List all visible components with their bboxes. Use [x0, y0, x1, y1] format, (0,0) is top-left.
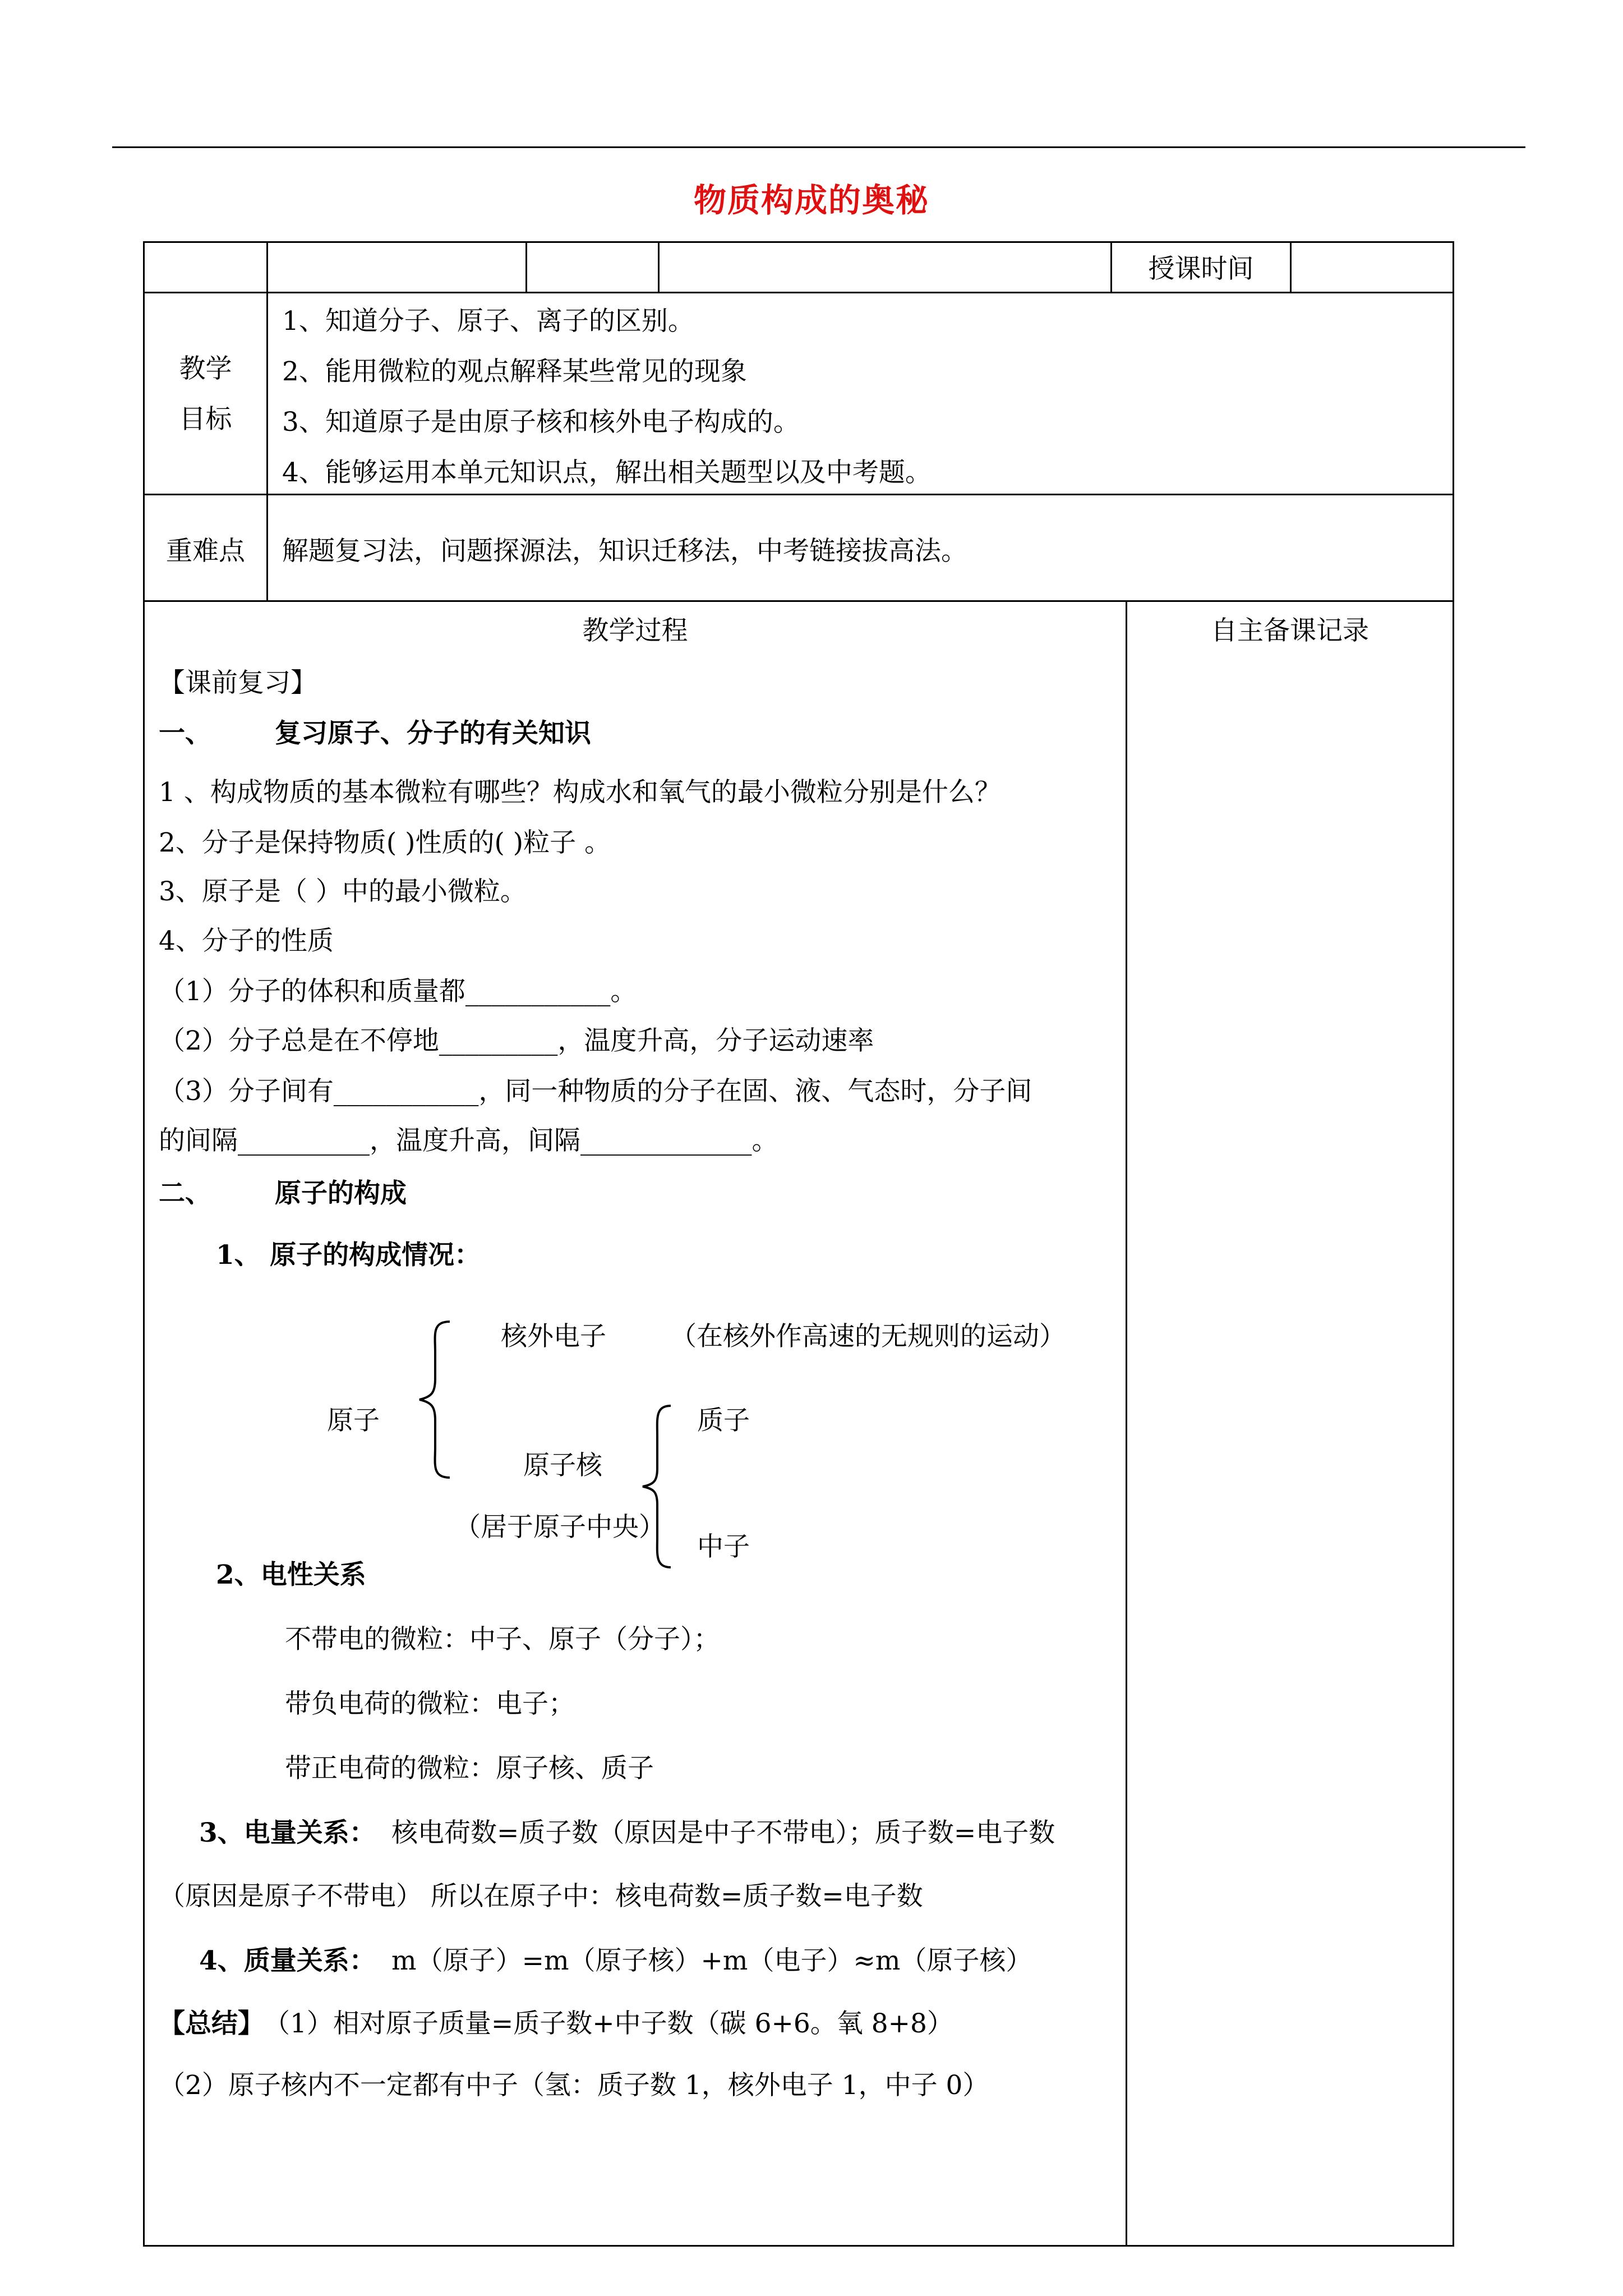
nucleus-note: （居于原子中央）: [454, 1512, 665, 1543]
top-rule: [112, 146, 1525, 148]
charge-line: 带正电荷的微粒：原子核、质子: [285, 1753, 654, 1784]
subsection-heading: 3、电量关系：: [199, 1818, 376, 1848]
objective-item: 2、能用微粒的观点解释某些常见的现象: [282, 356, 747, 387]
left-brace: [415, 1318, 465, 1481]
nucleus-label: 原子核: [523, 1450, 602, 1481]
summary-line: （1）相对原子质量=质子数+中子数（碳 6+6。氧 8+8）: [264, 2008, 953, 2039]
table-rule: [143, 292, 1454, 293]
electron-label: 核外电子: [501, 1321, 606, 1352]
question: 2、分子是保持物质( )性质的( )粒子 。: [159, 827, 611, 858]
key-points-text: 解题复习法，问题探源法，知识迁移法，中考链接拔高法。: [282, 536, 967, 567]
objective-item: 4、能够运用本单元知识点，解出相关题型以及中考题。: [282, 457, 932, 488]
question: 3、原子是（ ）中的最小微粒。: [159, 876, 527, 907]
class-time-label: 授课时间: [1148, 254, 1254, 284]
charge-line: 带负电荷的微粒：电子；: [285, 1688, 575, 1719]
subsection-heading: 4、质量关系：: [199, 1945, 376, 1976]
table-rule: [658, 241, 660, 293]
question: 的间隔__________，温度升高，间隔_____________。: [159, 1125, 778, 1156]
table-border-right: [1453, 241, 1454, 2247]
table-rule: [143, 494, 1454, 495]
summary-tag: 【总结】: [159, 2008, 264, 2039]
question: 1 、构成物质的基本微粒有哪些？构成水和氧气的最小微粒分别是什么？: [159, 777, 1001, 808]
objective-item: 3、知道原子是由原子核和核外电子构成的。: [282, 407, 800, 438]
objective-item: 1、知道分子、原子、离子的区别。: [282, 306, 694, 337]
objectives-label: 教学: [179, 353, 232, 384]
subsection-heading: 1、 原子的构成情况：: [216, 1240, 481, 1271]
atom-label: 原子: [327, 1405, 380, 1436]
review-tag: 【课前复习】: [159, 668, 317, 698]
table-rule: [266, 241, 268, 602]
section-number: 二、: [159, 1178, 211, 1209]
mass-line: m（原子）=m（原子核）+m（电子）≈m（原子核）: [391, 1945, 1032, 1976]
section-title: 原子的构成: [275, 1178, 407, 1209]
question: （1）分子的体积和质量都___________。: [159, 976, 637, 1007]
question: 4、分子的性质: [159, 926, 334, 956]
right-brace: [639, 1402, 679, 1571]
table-rule: [1290, 241, 1292, 293]
page-title: 物质构成的奥秘: [693, 181, 929, 219]
electron-note: （在核外作高速的无规则的运动）: [670, 1321, 1066, 1352]
table-rule: [1126, 600, 1127, 2247]
table-border-top: [143, 241, 1454, 243]
table-border-bottom: [143, 2245, 1454, 2247]
table-rule: [525, 241, 527, 293]
subsection-heading: 2、电性关系: [216, 1559, 366, 1590]
quantity-line: （原因是原子不带电） 所以在原子中：核电荷数=质子数=电子数: [159, 1881, 923, 1912]
proton-label: 质子: [697, 1405, 750, 1436]
question: （3）分子间有___________，同一种物质的分子在固、液、气态时，分子间: [159, 1076, 1032, 1107]
key-points-label: 重难点: [166, 536, 245, 567]
neutron-label: 中子: [697, 1531, 750, 1562]
table-rule: [143, 600, 1454, 602]
summary-line: （2）原子核内不一定都有中子（氢：质子数 1，核外电子 1，中子 0）: [159, 2070, 989, 2101]
notes-header: 自主备课记录: [1211, 615, 1369, 646]
objectives-label: 目标: [179, 404, 232, 435]
question: （2）分子总是在不停地_________，温度升高，分子运动速率: [159, 1025, 874, 1056]
section-title: 复习原子、分子的有关知识: [275, 718, 591, 749]
section-number: 一、: [159, 718, 211, 749]
process-header: 教学过程: [582, 615, 688, 646]
quantity-line: 核电荷数=质子数（原因是中子不带电）；质子数=电子数: [391, 1818, 1055, 1848]
charge-line: 不带电的微粒：中子、原子（分子）；: [285, 1624, 720, 1655]
